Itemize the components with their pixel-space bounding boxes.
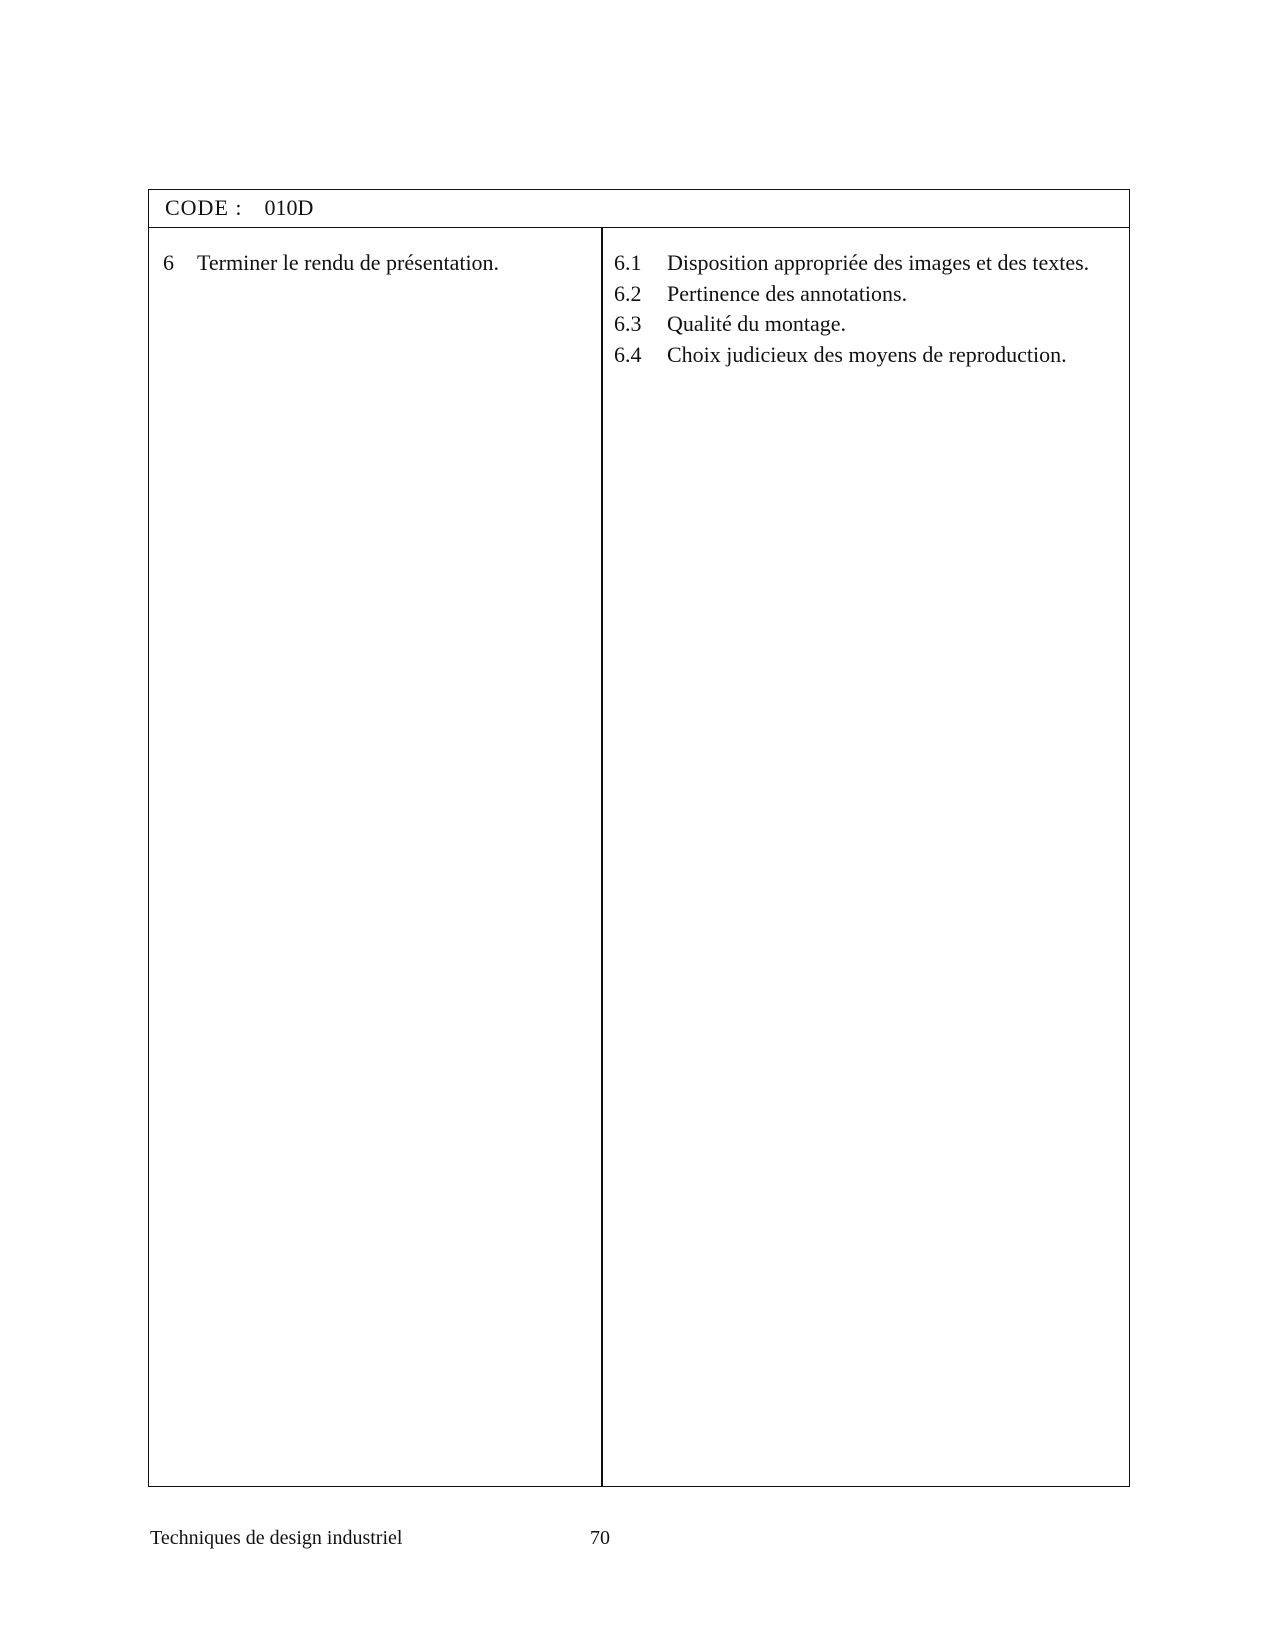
criterion-text: Choix judicieux des moyens de reproduction. [667, 341, 1067, 367]
element-number: 6 [163, 250, 174, 275]
code-label: CODE : [165, 195, 243, 220]
element-column [163, 248, 593, 278]
criterion-item [614, 248, 1119, 279]
element-text: Terminer le rendu de présentation. [197, 250, 500, 275]
criterion-text: Qualité du montage. [667, 311, 847, 336]
criterion-item [614, 340, 1119, 371]
criterion-number: 6.2 [614, 280, 642, 306]
code-value: 010D [264, 195, 314, 220]
criteria-table [148, 189, 1130, 1487]
criterion-number: 6.4 [614, 341, 642, 367]
criterion-item [614, 279, 1119, 310]
criterion-text: Disposition appropriée des images et des textes. [667, 250, 1090, 275]
criterion-item [614, 309, 1119, 340]
criterion-number: 6.1 [614, 250, 642, 275]
page-number: 70 [590, 1527, 610, 1549]
code-header [149, 190, 1129, 228]
footer-title: Techniques de design industriel [150, 1527, 403, 1549]
criterion-number: 6.3 [614, 311, 642, 336]
column-divider [601, 228, 603, 1486]
criterion-text: Pertinence des annotations. [667, 280, 908, 306]
criteria-column [614, 248, 1119, 370]
